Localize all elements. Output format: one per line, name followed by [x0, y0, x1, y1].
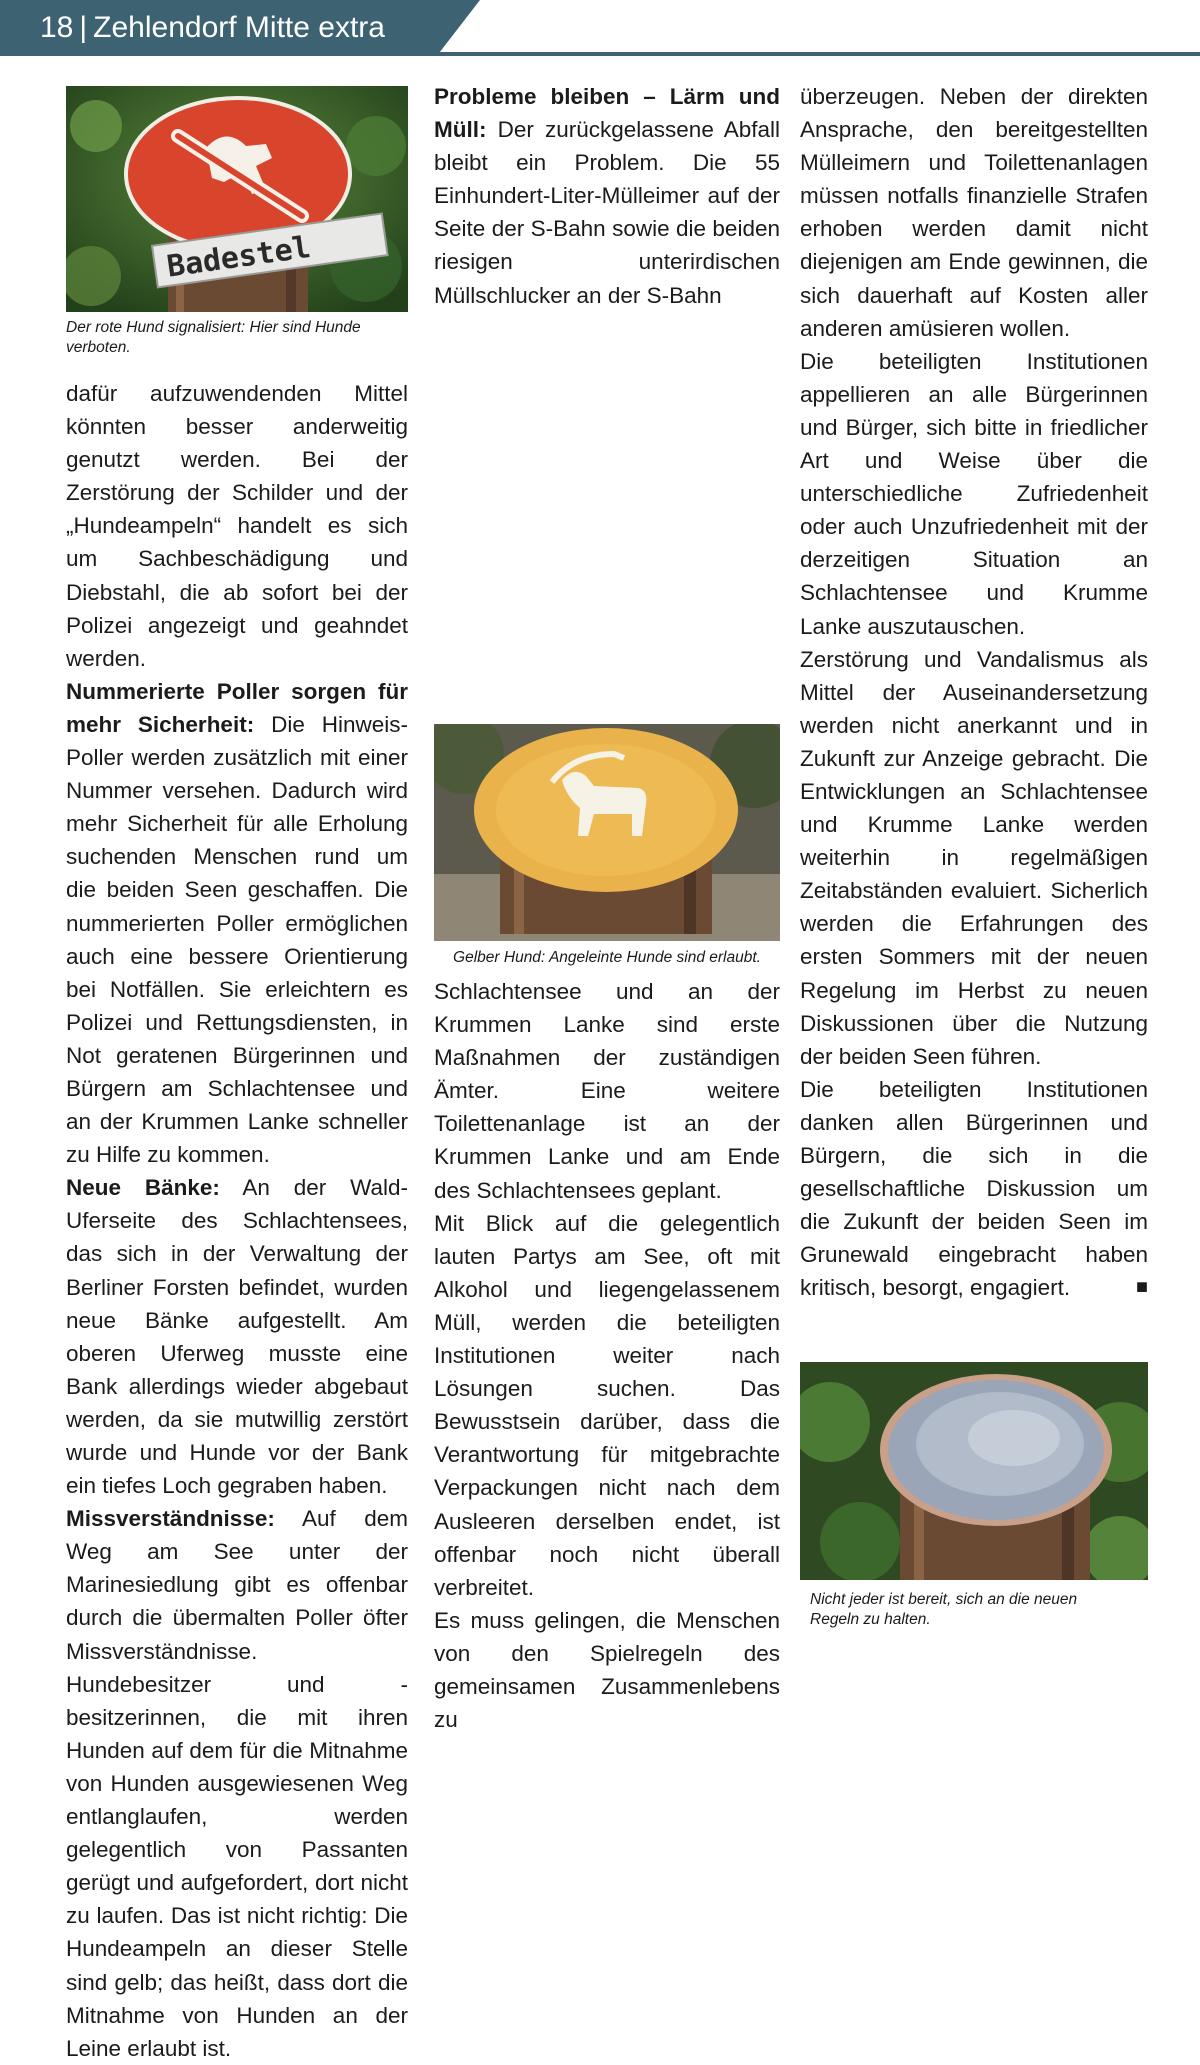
- paragraph-text: Auf dem Weg am See unter der Marinesiedlung gibt es offenbar durch die übermalten Poller öfter Missverständnisse. Hundebesitzer und -besitzerinnen, die mit ihren Hunden auf dem für die Mitnahme von Hunden ausgewiesenen Weg entlanglaufen, werden gelegentlich von Passanten gerügt und aufgefordert, dort nicht zu laufen. Das ist nicht richtig: Die Hundeampeln an dieser Stelle sind gelb; das heißt, dass dort die Mitnahme von Hunden an der Leine erlaubt ist.: [66, 1506, 408, 2061]
- paragraph: [66, 1171, 408, 1502]
- column-2-top: [434, 80, 780, 312]
- paragraph-text: Die beteiligten Institutionen danken allen Bürgerinnen und Bürgern, die sich in die gesellschaftliche Diskussion um die Zukunft der beiden Seen im Grunewald eingebracht haben kritisch, besorgt, engagiert.: [800, 1076, 1148, 1301]
- red-dog-sign-illustration: [66, 86, 408, 312]
- photo-vandalized-sign: [800, 1362, 1148, 1580]
- vandalized-sign-illustration: [800, 1362, 1148, 1580]
- sign-badestelle-text: Badestel: [164, 229, 313, 285]
- yellow-dog-sign-illustration: [434, 724, 780, 941]
- caption-yellow-dog: Gelber Hund: Angeleinte Hunde sind erlaubt.: [453, 949, 761, 966]
- section-name: Zehlendorf Mitte extra: [93, 11, 385, 44]
- header-title: [40, 10, 385, 46]
- paragraph: Die beteiligten Institutionen appellieren an alle Bürgerinnen und Bürger, sich bitte in friedlicher Art und Weise über die unterschiedliche Zufriedenheit oder auch Unzufriedenheit mit der derzeitigen Situation an Schlachtensee und Krumme Lanke auszutauschen.: [800, 348, 1148, 639]
- column-3: [800, 80, 1148, 1304]
- page-header: [0, 0, 1200, 56]
- paragraph-text: Der zurückgelassene Abfall bleibt ein Problem. Die 55 Einhundert-Liter-Mülleimer auf der Seite der S-Bahn sowie die beiden riesigen unterirdischen Müllschlucker an der S-Bahn: [434, 117, 780, 308]
- header-separator: |: [79, 11, 88, 44]
- subheading: Missverständnisse:: [66, 1506, 275, 1532]
- column-2-bottom: [434, 975, 780, 1736]
- paragraph: dafür aufzuwendenden Mittel könnten besser anderweitig genutzt werden. Bei der Zerstörung der Schilder und der „Hundeampeln“ handelt es sich um Sachbeschädigung und Diebstahl, die ab sofort bei der Polizei angezeigt und geahndet werden.: [66, 381, 408, 671]
- end-mark-icon: ■: [1135, 1276, 1148, 1299]
- paragraph: Zerstörung und Vandalismus als Mittel der Auseinandersetzung werden nicht anerkannt und in Zukunft zur Anzeige gebracht. Die Entwicklungen an Schlachtensee und Krumme Lanke werden weiterhin in regelmäßigen Zeitabständen evaluiert. Sicherlich werden die Erfahrungen des ersten Sommers mit der neuen Regelung im Herbst zu neuen Diskussionen über die Nutzung der beiden Seen führen.: [800, 646, 1148, 1069]
- paragraph: [434, 80, 780, 312]
- caption-vandalized: Nicht jeder ist bereit, sich an die neuen Regeln zu halten.: [810, 1591, 1078, 1628]
- paragraph: Mit Blick auf die gelegentlich lauten Partys am See, oft mit Alkohol und liegengelassenem Müll, werden die beteiligten Institutionen weiter nach Lösungen suchen. Das Bewusstsein darüber, dass die Verantwortung für mitgebrachte Verpackungen nicht nach dem Ausleeren derselben endet, ist offenbar noch nicht überall verbreitet.: [434, 1210, 780, 1600]
- subheading: Probleme bleiben – Lärm und Müll:: [434, 84, 780, 143]
- paragraph: [800, 1073, 1148, 1305]
- paragraph: Schlachtensee und an der Krummen Lanke sind erste Maßnahmen der zuständigen Ämter. Eine weitere Toilettenanlage ist an der Krummen Lanke und am Ende des Schlachtensees geplant.: [434, 979, 780, 1203]
- paragraph: [66, 675, 408, 1171]
- paragraph-text: An der Wald-Uferseite des Schlachtensees, das sich in der Verwaltung der Berliner Forsten befindet, wurden neue Bänke aufgestellt. Am oberen Uferweg musste eine Bank allerdings wieder abgebaut werden, da sie mutwillig zerstört wurde und Hunde vor der Bank ein tiefes Loch gegraben haben.: [66, 1175, 408, 1499]
- subheading: Neue Bänke:: [66, 1175, 220, 1201]
- paragraph: [66, 1502, 408, 2065]
- page-number: 18: [40, 11, 74, 44]
- column-1: [66, 377, 408, 2065]
- paragraph: Es muss gelingen, die Menschen von den Spielregeln des gemeinsamen Zusammenlebens zu: [434, 1607, 780, 1733]
- photo-yellow-dog-sign: [434, 724, 780, 941]
- paragraph-text: Die Hinweis-Poller werden zusätzlich mit einer Nummer versehen. Dadurch wird mehr Sicherheit für alle Erholung suchenden Menschen rund um die beiden Seen geschaffen. Die nummerierten Poller ermöglichen auch eine bessere Orientierung bei Notfällen. Sie erleichtern es Polizei und Rettungsdiensten, in Not geratenen Bürgerinnen und Bürgern am Schlachtensee und an der Krummen Lanke schneller zu Hilfe zu kommen.: [66, 711, 408, 1168]
- photo-red-dog-sign: [66, 86, 408, 312]
- subheading: Nummerierte Poller sorgen für mehr Sicherheit:: [66, 678, 408, 737]
- caption-red-dog: Der rote Hund signalisiert: Hier sind Hunde verboten.: [66, 319, 361, 356]
- paragraph: überzeugen. Neben der direkten Ansprache, den bereitgestellten Mülleimern und Toilettenanlagen müssen notfalls finanzielle Strafen erhoben werden damit nicht diejenigen am Ende gewinnen, die sich dauerhaft auf Kosten aller anderen amüsieren wollen.: [800, 84, 1148, 341]
